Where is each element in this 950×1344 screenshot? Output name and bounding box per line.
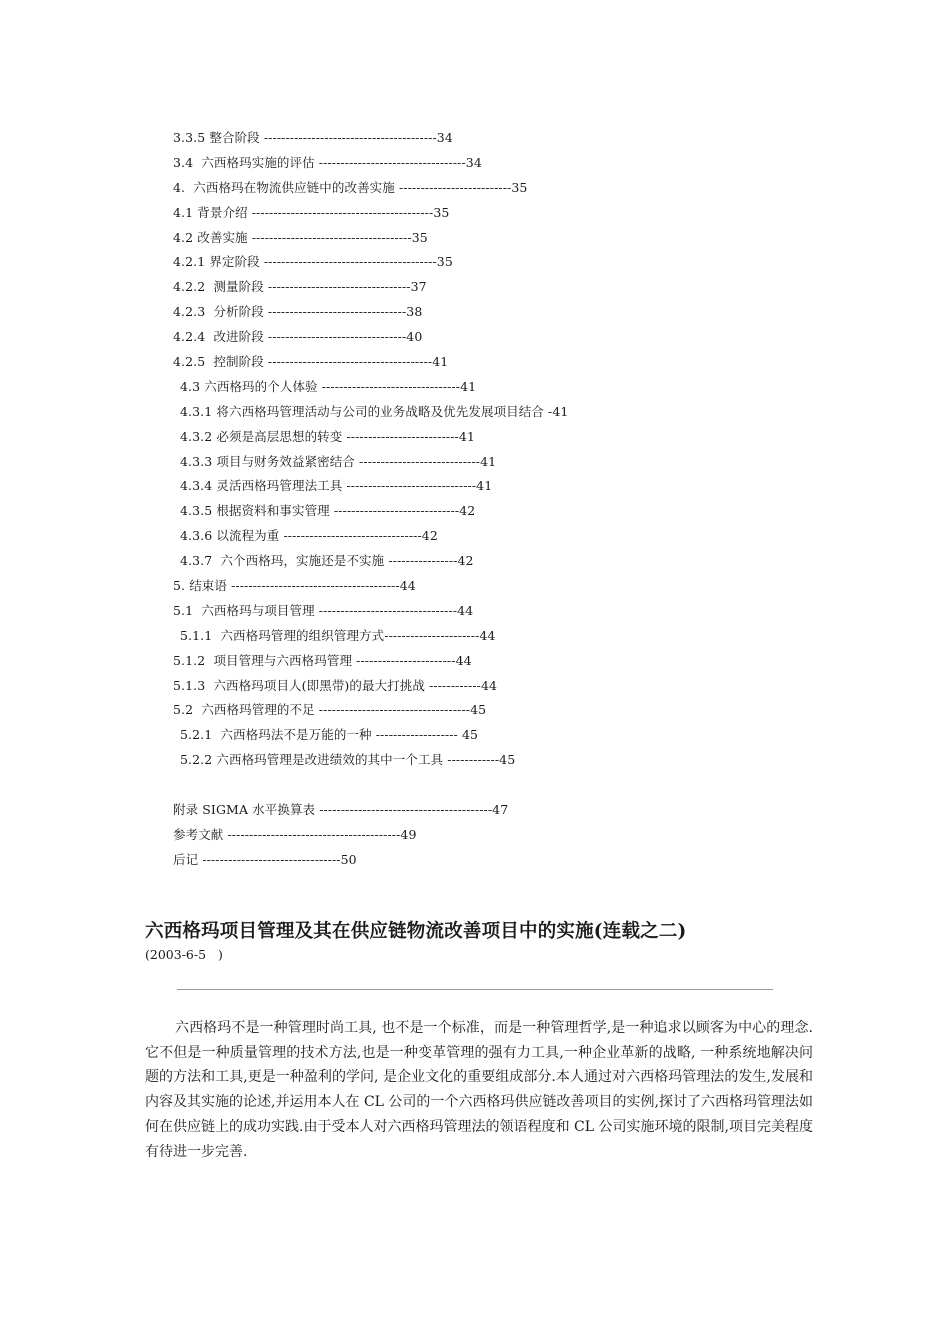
toc-entry[interactable]: 4.3.7 六个西格玛，实施还是不实施 ----------------42 <box>180 553 474 569</box>
article-body: 六西格玛不是一种管理时尚工具, 也不是一个标准，而是一种管理哲学,是一种追求以顾客为中心的理念. 它不但是一种质量管理的技术方法,也是一种变革管理的强有力工具,一种企业革新的战略, 一种系统地解决问题的方法和工具,更是一种盈利的学问, 是企业文化的重要组成部分.本人通过对六西格玛管理法的发生,发展和内容及其实施的论述,并运用本人在 CL 公司的一个六西格玛供应链改善项目的实例,探讨了六西格玛管理法如何在供应链上的成功实践.由于受本人对六西格玛管理法的领语程度和 CL 公司实施环境的限制,项目完美程度有待进一步完善. <box>145 1020 813 1160</box>
toc-entry[interactable]: 4.3.1 将六西格玛管理活动与公司的业务战略及优先发展项目结合 -41 <box>180 403 569 419</box>
toc-entry[interactable]: 5.1.2 项目管理与六西格玛管理 -----------------------44 <box>173 652 472 668</box>
toc-entry[interactable]: 4.3.3 项目与财务效益紧密结合 ----------------------------41 <box>180 453 497 469</box>
toc-entry[interactable]: 4.3.5 根据资料和事实管理 -----------------------------42 <box>180 503 476 519</box>
toc-entry[interactable]: 4.3.6 以流程为重 --------------------------------42 <box>180 528 438 544</box>
toc-entry[interactable]: 5.2.1 六西格玛法不是万能的一种 ------------------- 45 <box>180 727 479 743</box>
article-date: (2003-6-5 ) <box>145 947 223 962</box>
toc-entry[interactable]: 4. 六西格玛在物流供应链中的改善实施 --------------------------35 <box>173 179 528 195</box>
toc-entry[interactable]: 5.2.2 六西格玛管理是改进绩效的其中一个工具 ------------45 <box>180 752 516 768</box>
divider <box>177 989 773 990</box>
toc-entry[interactable]: 5. 结束语 ---------------------------------------44 <box>173 578 416 594</box>
toc-entry[interactable]: 4.2.4 改进阶段 --------------------------------40 <box>173 329 423 345</box>
toc-entry-references[interactable]: 参考文献 ----------------------------------------49 <box>173 826 417 842</box>
toc-entry[interactable]: 5.1.1 六西格玛管理的组织管理方式----------------------44 <box>180 627 496 643</box>
toc-entry[interactable]: 4.2.5 控制阶段 --------------------------------------41 <box>173 354 449 370</box>
toc-entry[interactable]: 5.2 六西格玛管理的不足 -----------------------------------45 <box>173 702 487 718</box>
toc-entry[interactable]: 4.3.2 必须是高层思想的转变 --------------------------41 <box>180 428 475 444</box>
table-of-contents <box>173 126 873 873</box>
toc-entry[interactable]: 5.1.3 六西格玛项目人(即黑带)的最大打挑战 ------------44 <box>173 677 498 693</box>
toc-entry[interactable]: 4.1 背景介绍 ------------------------------------------35 <box>173 204 450 220</box>
toc-spacer <box>173 773 873 798</box>
toc-entry[interactable]: 3.4 六西格玛实施的评估 ----------------------------------34 <box>173 154 482 170</box>
toc-entry[interactable]: 4.2.1 界定阶段 ----------------------------------------35 <box>173 254 453 270</box>
toc-entry[interactable]: 4.3.4 灵活西格玛管理法工具 ------------------------------41 <box>180 478 493 494</box>
toc-entry-postscript[interactable]: 后记 --------------------------------50 <box>173 851 357 867</box>
article-title: 六西格玛项目管理及其在供应链物流改善项目中的实施(连载之二) <box>145 921 687 942</box>
toc-entry[interactable]: 5.1 六西格玛与项目管理 --------------------------------44 <box>173 602 474 618</box>
toc-entry[interactable]: 3.3.5 整合阶段 ----------------------------------------34 <box>173 130 453 145</box>
toc-entry[interactable]: 4.3 六西格玛的个人体验 --------------------------------41 <box>180 378 477 394</box>
toc-entry[interactable]: 4.2 改善实施 -------------------------------------35 <box>173 229 428 245</box>
toc-entry[interactable]: 4.2.2 测量阶段 ---------------------------------37 <box>173 279 427 295</box>
toc-entry-appendix[interactable]: 附录 SIGMA 水平换算表 ----------------------------------------47 <box>173 802 509 818</box>
toc-entry[interactable]: 4.2.3 分析阶段 --------------------------------38 <box>173 304 423 320</box>
